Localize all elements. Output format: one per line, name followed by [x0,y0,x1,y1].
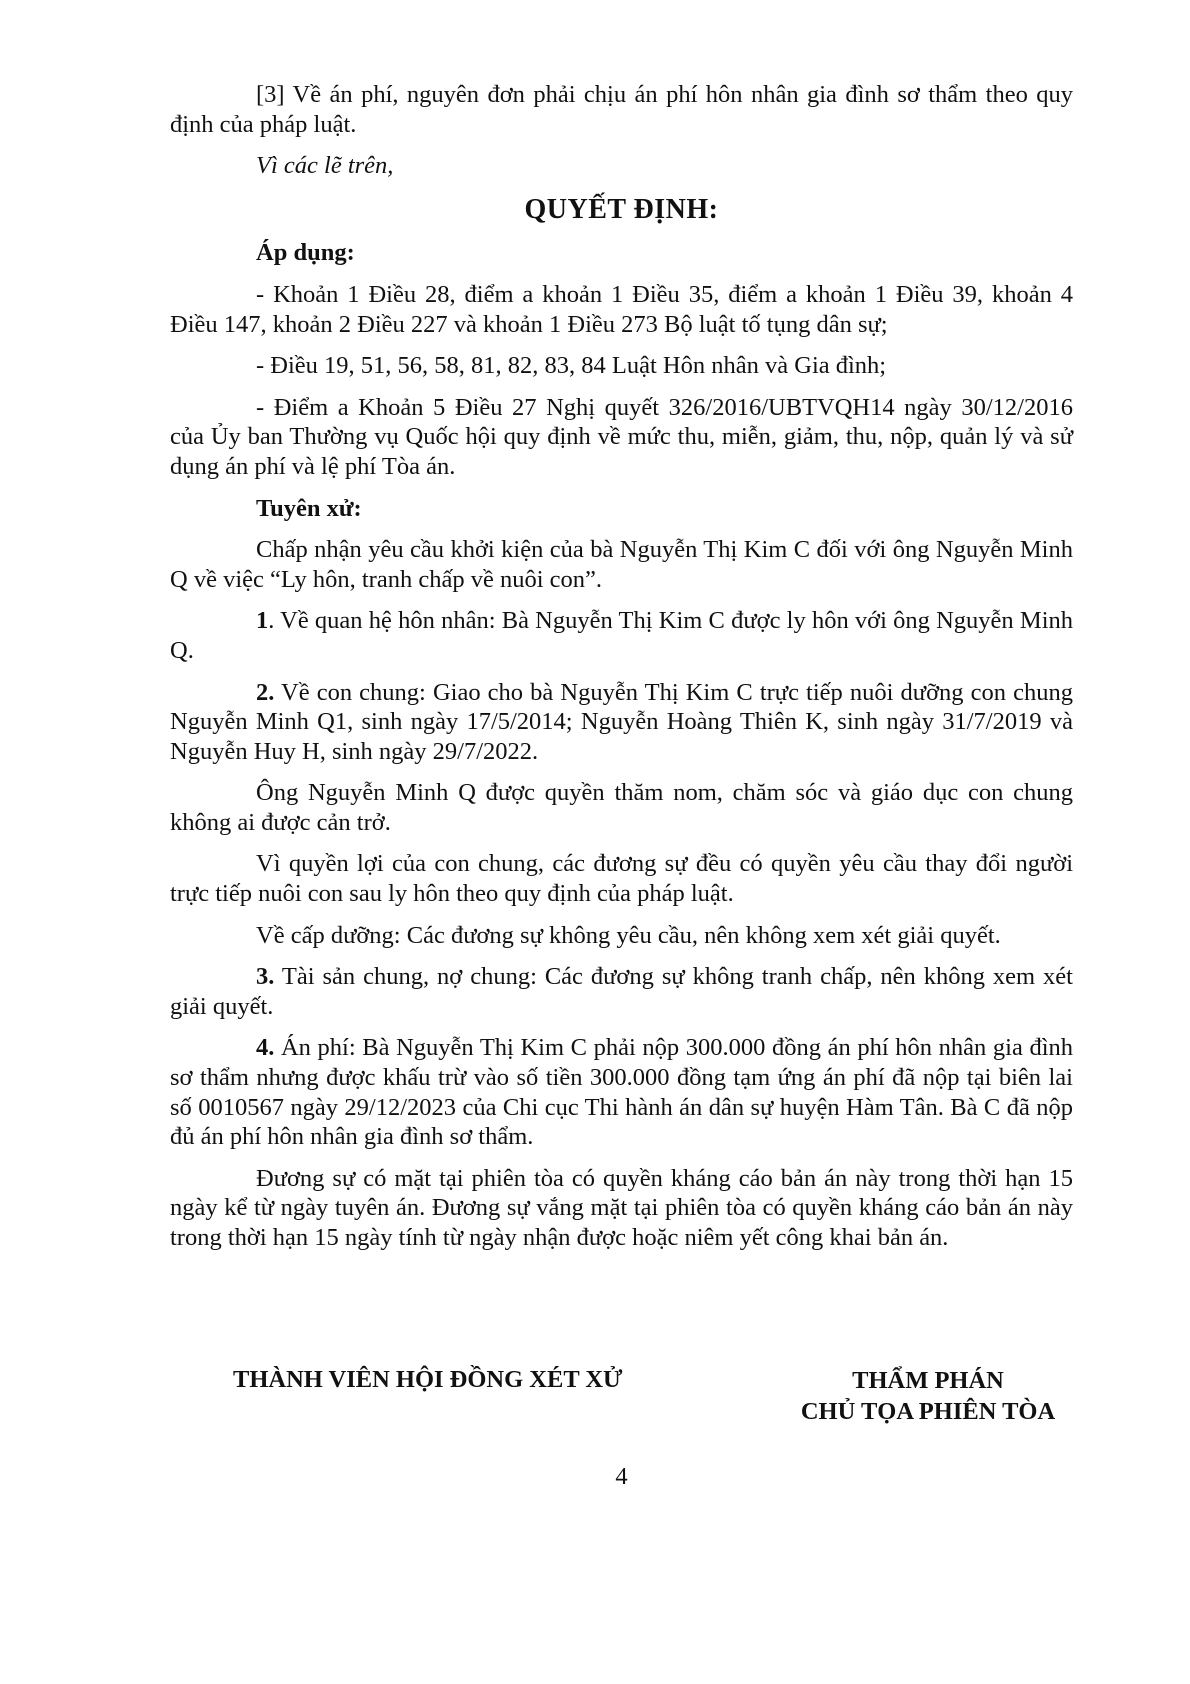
ruling-item-2 [170,678,1073,767]
item-number: 1 [256,607,269,635]
apply-item: - Điểm a Khoản 5 Điều 27 Nghị quyết 326/2016/UBTVQH14 ngày 30/12/2016 của Ủy ban Thường vụ Quốc hội quy định về mức thu, miễn, giảm, thu, nộp, quản lý và sử dụng án phí và lệ phí Tòa án. [170,393,1073,480]
appeal-paragraph: Đương sự có mặt tại phiên tòa có quyền kháng cáo bản án này trong thời hạn 15 ngày kể từ ngày tuyên án. Đương sự vắng mặt tại phiên tòa có quyền kháng cáo bản án này trong thời hạn 15 ngày tính từ ngày nhận được hoặc niêm yết công khai bản án. [170,1164,1073,1251]
reasons-intro: Vì các lẽ trên, [256,152,394,180]
apply-item: - Khoản 1 Điều 28, điểm a khoản 1 Điều 35, điểm a khoản 1 Điều 39, khoản 4 Điều 147, khoản 2 Điều 227 và khoản 1 Điều 273 Bộ luật tố tụng dân sự; [170,280,1073,338]
item-text: Án phí: Bà Nguyễn Thị Kim C phải nộp 300.000 đồng án phí hôn nhân gia đình sơ thẩm nhưng được khấu trừ vào số tiền 300.000 đồng tạm ứng án phí đã nộp tại biên lai số 0010567 ngày 29/12/2023 của Chi cục Thi hành án dân sự huyện Hàm Tân. Bà C đã nộp đủ án phí hôn nhân gia đình sơ thẩm. [170,1034,1073,1151]
signature-right-block [783,1365,1073,1427]
item-text: Tài sản chung, nợ chung: Các đương sự không tranh chấp, nên không xem xét giải quyết. [170,963,1073,1020]
decision-title: QUYẾT ĐỊNH: [524,193,719,225]
signature-left-title: THÀNH VIÊN HỘI ĐỒNG XÉT XỬ [233,1366,623,1393]
ruling-label: Tuyên xử: [256,494,362,522]
item-number: 3. [256,963,275,991]
item-number: 4. [256,1034,275,1062]
item-text: . Về quan hệ hôn nhân: Bà Nguyễn Thị Kim C được ly hôn với ông Nguyễn Minh Q. [170,607,1073,664]
document-page [170,80,1073,1490]
apply-item: - Điều 19, 51, 56, 58, 81, 82, 83, 84 Luật Hôn nhân và Gia đình; [256,352,887,380]
ruling-item-1 [170,606,1073,665]
item-text: Về con chung: Giao cho bà Nguyễn Thị Kim C trực tiếp nuôi dưỡng con chung Nguyễn Minh Q1, sinh ngày 17/5/2014; Nguyễn Hoàng Thiên K, sinh ngày 31/7/2019 và Nguyễn Huy H, sinh ngày 29/7/2022. [170,678,1073,765]
item-number: 2. [256,678,275,706]
ruling-intro: Chấp nhận yêu cầu khởi kiện của bà Nguyễn Thị Kim C đối với ông Nguyễn Minh Q về việc “Ly hôn, tranh chấp về nuôi con”. [170,536,1073,593]
page-number: 4 [615,1463,628,1490]
signature-right-subtitle: CHỦ TỌA PHIÊN TÒA [800,1398,1056,1425]
apply-label: Áp dụng: [256,239,355,267]
section-3-paragraph: [3] Về án phí, nguyên đơn phải chịu án phí hôn nhân gia đình sơ thẩm theo quy định của pháp luật. [170,81,1073,138]
ruling-item-4 [170,1033,1073,1151]
custody-change-paragraph: Vì quyền lợi của con chung, các đương sự đều có quyền yêu cầu thay đổi người trực tiếp nuôi con sau ly hôn theo quy định của pháp luật. [170,850,1073,908]
support-paragraph: Về cấp dưỡng: Các đương sự không yêu cầu, nên không xem xét giải quyết. [256,921,1001,949]
signature-right-title: THẨM PHÁN [852,1367,1004,1394]
visitation-paragraph: Ông Nguyễn Minh Q được quyền thăm nom, chăm sóc và giáo dục con chung không ai được cản trở. [170,779,1073,836]
ruling-item-3 [170,962,1073,1021]
